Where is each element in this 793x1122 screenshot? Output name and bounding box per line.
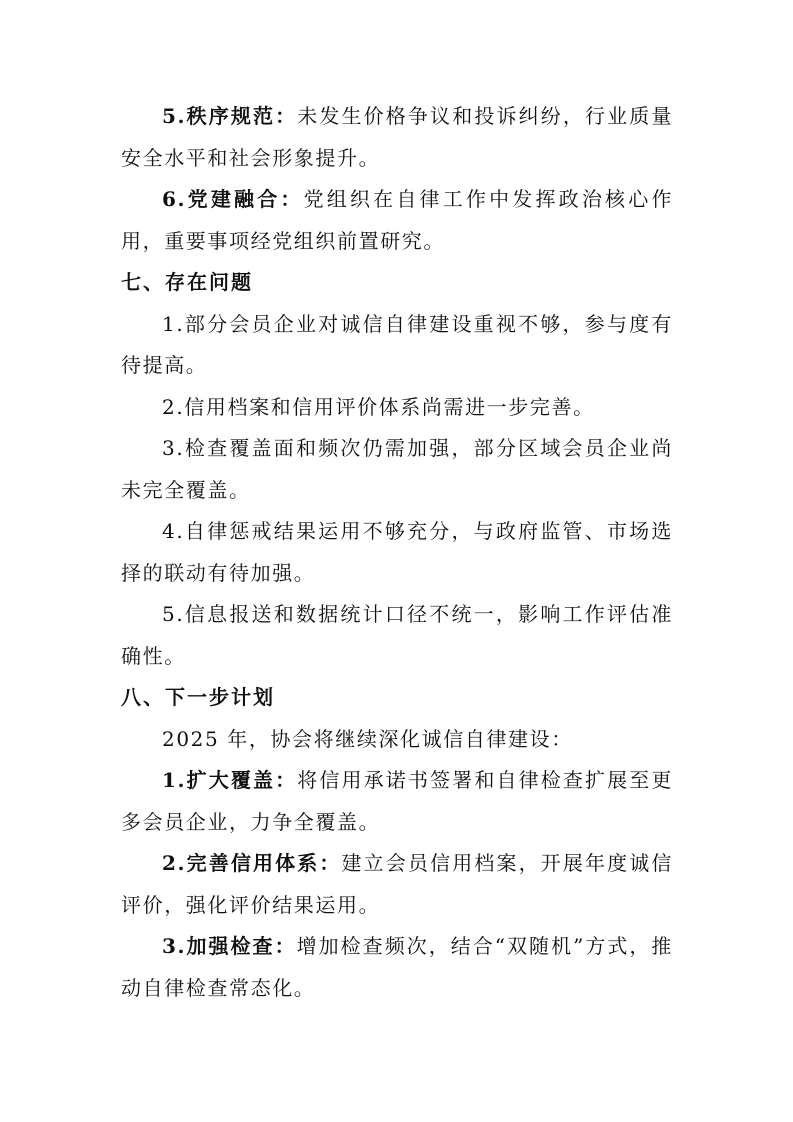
document-body xyxy=(121,96,673,1009)
problem-item: 5.信息报送和数据统计口径不统一，影响工作评估准确性。 xyxy=(121,602,673,668)
plan-item-text: 建立会员信用档案，开展年度诚信评价，强化评价结果运用。 xyxy=(121,851,674,917)
order-paragraph xyxy=(121,96,673,179)
plan-item-lead: 1.扩大覆盖： xyxy=(162,768,298,792)
problem-item: 1.部分会员企业对诚信自律建设重视不够，参与度有待提高。 xyxy=(121,311,673,377)
plan-item-lead: 3.加强检查： xyxy=(162,934,297,958)
plan-item xyxy=(121,926,673,1009)
plan-item-text: 增加检查频次，结合“双随机”方式，推动自律检查常态化。 xyxy=(121,934,673,1000)
plan-item xyxy=(121,843,673,926)
problem-item: 3.检查覆盖面和频次仍需加强，部分区域会员企业尚未完全覆盖。 xyxy=(121,436,673,502)
order-text: 未发生价格争议和投诉纠纷，行业质量安全水平和社会形象提升。 xyxy=(121,104,673,170)
plan-item-text: 将信用承诺书签署和自律检查扩展至更多会员企业，力争全覆盖。 xyxy=(121,768,673,834)
problem-item: 2.信用档案和信用评价体系尚需进一步完善。 xyxy=(162,394,595,419)
problem-item: 4.自律惩戒结果运用不够充分，与政府监管、市场选择的联动有待加强。 xyxy=(121,519,673,585)
plan-heading: 八、下一步计划 xyxy=(121,685,275,709)
party-lead: 6.党建融合： xyxy=(162,187,304,211)
party-text: 党组织在自律工作中发挥政治核心作用，重要事项经党组织前置研究。 xyxy=(121,187,673,253)
plan-item-lead: 2.完善信用体系： xyxy=(162,851,342,875)
problems-heading: 七、存在问题 xyxy=(121,270,253,294)
plan-intro: 2025 年，协会将继续深化诚信自律建设： xyxy=(162,726,573,751)
party-paragraph xyxy=(121,179,673,262)
plan-item xyxy=(121,760,673,843)
order-lead: 5.秩序规范： xyxy=(162,104,298,128)
